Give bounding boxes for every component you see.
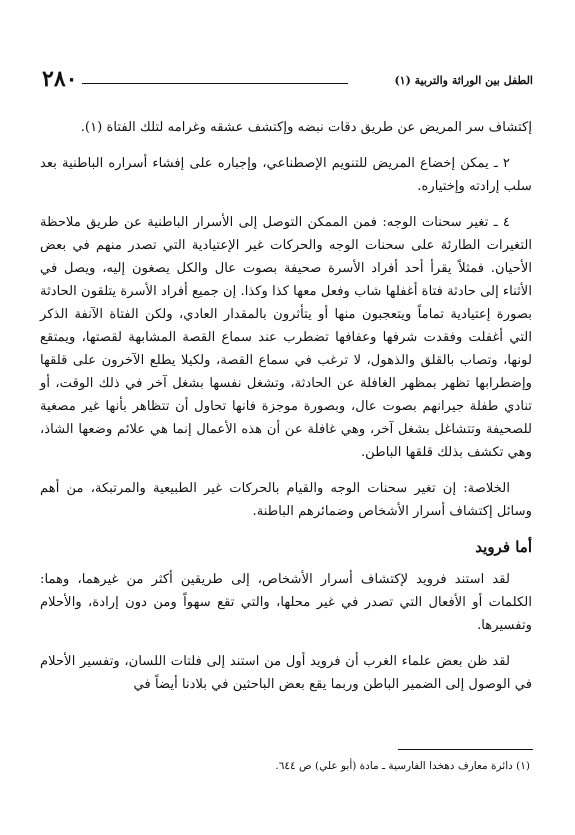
footnote-divider	[398, 749, 533, 750]
paragraph-continuation: إكتشاف سر المريض عن طريق دقات نبضه وإكتشف عشقه وغرامه لتلك الفتاة (١).	[80, 120, 532, 135]
footnote: (١) دائرة معارف دهخدا الفارسية ـ مادة (أبو علي) ص ٦٤٤.	[275, 760, 530, 772]
paragraph-freud-slips: لقد ظن بعض علماء الغرب أن فرويد أول من استند إلى فلتات اللسان، وتفسير الأحلام في الوصول إلى الضمير الباطن وربما يقع بعض الباحثين في بلادنا أيضاً في	[40, 654, 532, 692]
section-heading: أما فرويد	[475, 538, 532, 556]
paragraph-summary: الخلاصة: إن تغير سحنات الوجه والقيام بالحركات غير الطبيعية والمرتبكة، من أهم وسائل إكتشاف أسرار الأشخاص وضمائرهم الباطنة.	[40, 481, 532, 519]
header-rule	[82, 83, 348, 84]
paragraph-hypnosis: ٢ ـ يمكن إخضاع المريض للتنويم الإصطناعي، وإجباره على إفشاء أسراره الباطنية بعد سلب إرادته وإختياره.	[40, 156, 532, 194]
paragraph-facial-expressions: ٤ ـ تغير سحنات الوجه: فمن الممكن التوصل إلى الأسرار الباطنية عن طريق ملاحظة التغيرات الطارئة على سحنات الوجه والحركات غير الإعتيادية التي تصدر منهم في بعض الأحيان. فمثلاً يقرأ أحد أفراد الأسرة صحيفة بصوت عال والكل يصغون إليه، ويصل في الأثناء إلى حادثة فتاة أغفلها شاب وفعل معها كذا وكذا. إن جميع أفراد الأسرة يتلقون الحادثة بصورة إعتيادية تماماً ويتعجبون منها أو يتأثرون بالمقدار العادي، ولكن الفتاة الآنفة الذكر التي أغفلت وفقدت شرفها وعفافها تضطرب عند سماع القصة المشابهة لقصتها، ويمتقع لونها، وتصاب بالقلق والذهول، لا ترغب في سماع القصة، ولكيلا يطلع الآخرون على قلقها وإضطرابها تظهر بمظهر الغافلة عن الحادثة، وتشغل نفسها بشغل آخر في ذلك الوقت، أو تنادي طفلة جيرانهم بصوت عال، وبصورة موجزة فانها تحاول أن تتظاهر بأنها غير مصغية للصحيفة وتتشاغل بشغل آخر، وهي غافلة عن أن هذه الأعمال إنما هي علائم وضعها الشاذ، وهي تكشف بذلك قلقها الباطن.	[40, 215, 532, 460]
page-number: ٢٨٠	[42, 66, 78, 92]
running-title: الطفل بين الوراثة والتربية (١)	[394, 74, 533, 87]
page-body	[40, 116, 532, 709]
paragraph-freud-methods: لقد استند فرويد لإكتشاف أسرار الأشخاص، إلى طريقين أكثر من غيرهما، وهما: الكلمات أو الأفعال التي تصدر في غير محلها، والتي تقع سهواً ومن دون إرادة، والأحلام وتفسيرها.	[40, 572, 532, 633]
page-header	[42, 66, 533, 96]
